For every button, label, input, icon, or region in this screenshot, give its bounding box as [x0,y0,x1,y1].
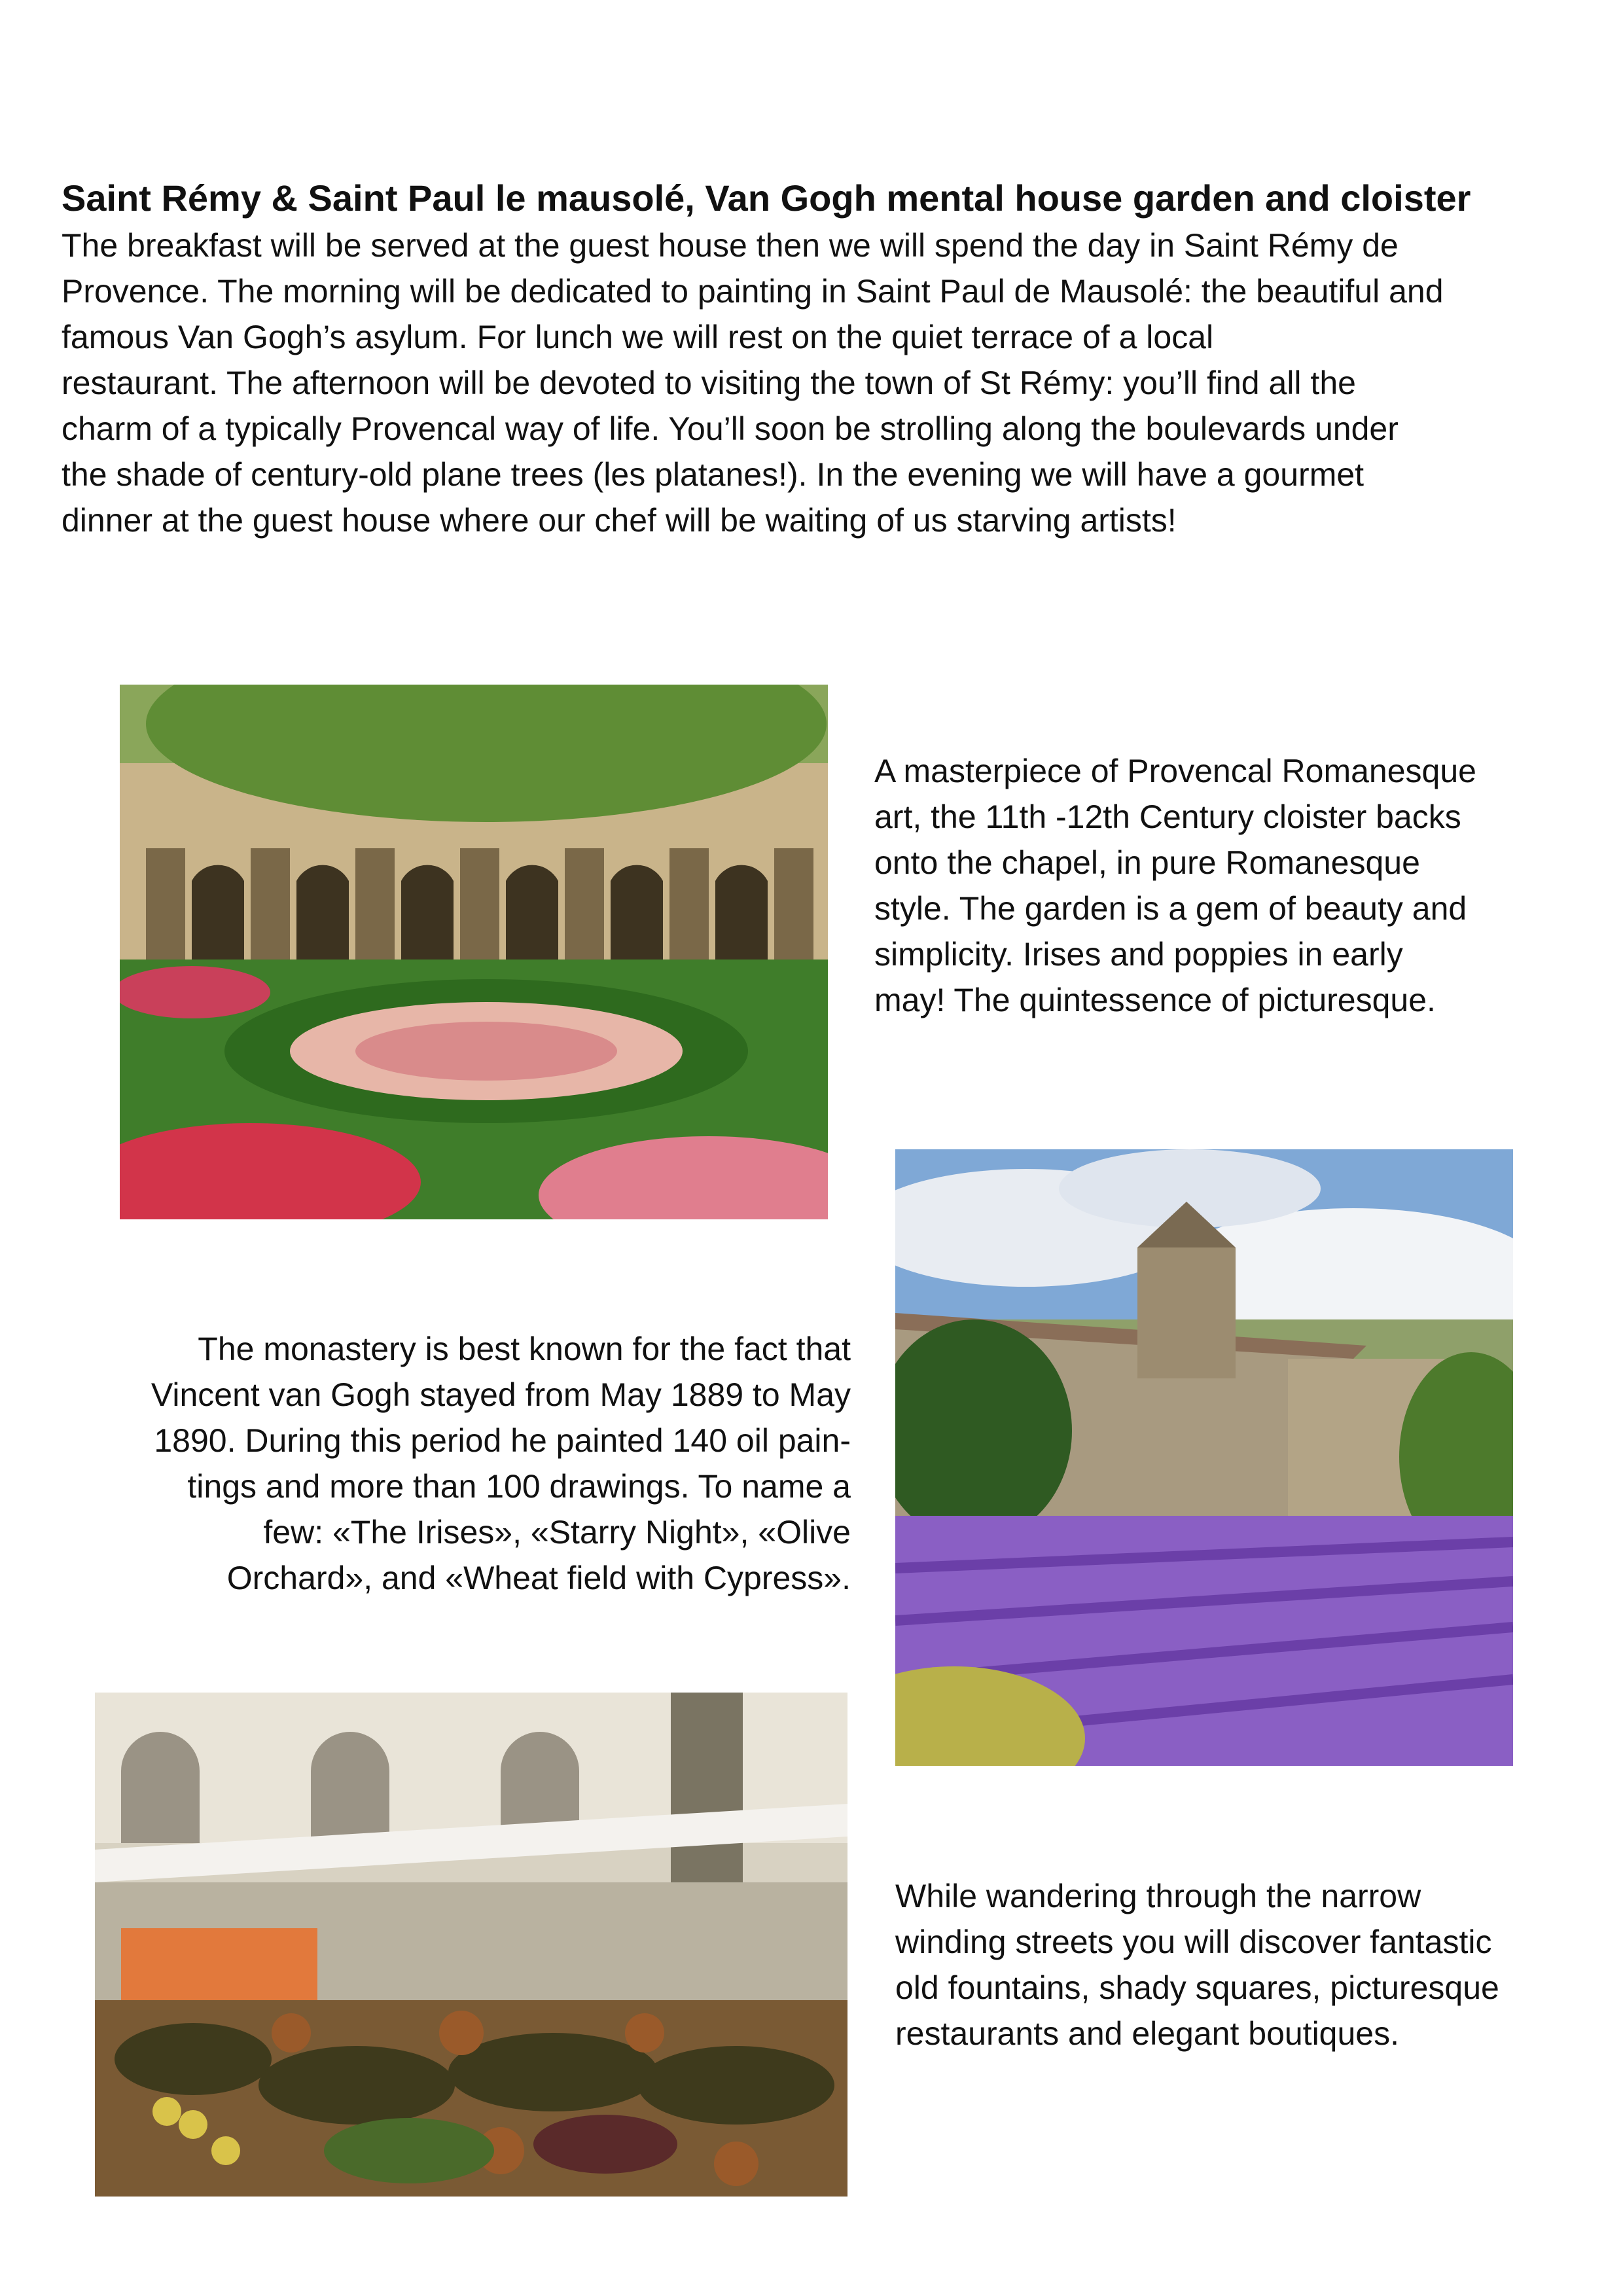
caption-line: few: «The Irises», «Starry Night», «Olive [263,1514,851,1551]
caption-line: 1890. During this period he painted 140 oil pain- [154,1422,851,1459]
caption-line: winding streets you will discover fantastic [895,1924,1492,1960]
intro-line: restaurant. The afternoon will be devoted to visiting the town of St Rémy: you’ll find all the [62,365,1356,401]
monastery-lavender-photo [895,1149,1513,1766]
caption-line: tings and more than 100 drawings. To name a [187,1468,851,1505]
caption-line: Orchard», and «Wheat field with Cypress». [226,1560,851,1596]
page-title: Saint Rémy & Saint Paul le mausolé, Van Gogh mental house garden and cloister [62,177,1471,219]
caption-line: style. The garden is a gem of beauty and [874,890,1467,927]
caption-line: The monastery is best known for the fact that [198,1331,851,1367]
intro-line: The breakfast will be served at the guest house then we will spend the day in Saint Rémy de [62,227,1399,264]
market-stall-photo [95,1693,847,2197]
intro-line: charm of a typically Provencal way of life. You’ll soon be strolling along the boulevards under [62,410,1399,447]
streets-caption [895,1873,1499,2056]
caption-line: art, the 11th -12th Century cloister backs [874,798,1461,835]
intro-line: Provence. The morning will be dedicated to painting in Saint Paul de Mausolé: the beautiful and [62,273,1444,310]
intro-paragraph [62,223,1567,543]
caption-line: While wandering through the narrow [895,1878,1421,1914]
intro-line: famous Van Gogh’s asylum. For lunch we will rest on the quiet terrace of a local [62,319,1214,355]
intro-line: dinner at the guest house where our chef will be waiting of us starving artists! [62,502,1177,539]
cloister-caption [874,748,1476,1023]
caption-line: Vincent van Gogh stayed from May 1889 to May [151,1376,851,1413]
monastery-caption [72,1326,851,1601]
intro-line: the shade of century-old plane trees (les platanes!). In the evening we will have a gourmet [62,456,1364,493]
caption-line: simplicity. Irises and poppies in early [874,936,1403,973]
caption-line: restaurants and elegant boutiques. [895,2015,1399,2052]
cloister-garden-photo [120,685,828,1219]
caption-line: old fountains, shady squares, picturesque [895,1969,1499,2006]
caption-line: A masterpiece of Provencal Romanesque [874,753,1476,789]
caption-line: onto the chapel, in pure Romanesque [874,844,1420,881]
caption-line: may! The quintessence of picturesque. [874,982,1436,1018]
